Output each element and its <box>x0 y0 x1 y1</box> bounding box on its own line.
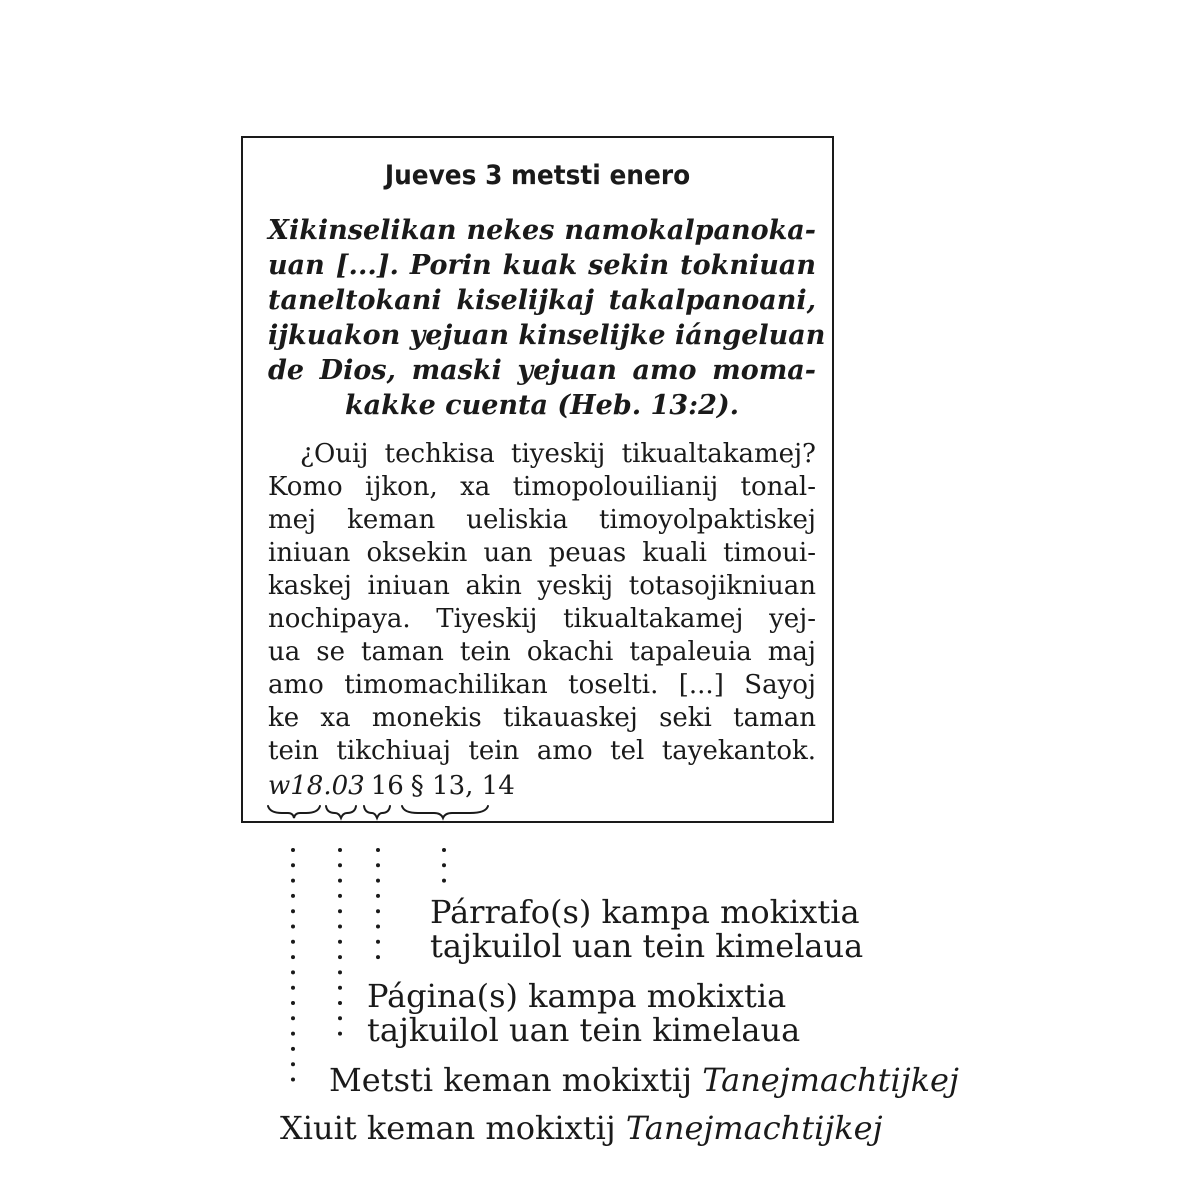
leader-dot <box>291 879 295 883</box>
reference-paragraphs: § 13, 14 <box>410 771 515 801</box>
leader-dot <box>291 925 295 929</box>
paragraph-line: ¿Ouij techkisa tiyeskij tikualtakamej? <box>300 439 816 469</box>
verse-line: ijkuakon yejuan kinselijke iángeluan <box>268 320 826 351</box>
leader-dot <box>291 986 295 990</box>
paragraph-line: iniuan oksekin uan peuas kuali timoui- <box>268 538 816 568</box>
leader-dot <box>291 1078 295 1082</box>
leader-dot <box>338 863 342 867</box>
leader-dot <box>376 925 380 929</box>
dots-paragraphs <box>442 848 446 883</box>
leader-dot <box>291 848 295 852</box>
label-month-prefix: Metsti keman mokixtij <box>329 1061 693 1099</box>
leader-dot <box>291 1032 295 1036</box>
leader-dot <box>376 940 380 944</box>
leader-dot <box>291 1001 295 1005</box>
leader-dot <box>376 848 380 852</box>
leader-dot <box>291 1016 295 1020</box>
label-year-magazine: Tanejmachtijkej <box>625 1109 883 1147</box>
label-paragraphs <box>430 895 863 963</box>
label-month-magazine: Tanejmachtijkej <box>702 1061 959 1099</box>
leader-dot <box>291 1047 295 1051</box>
leader-dot <box>376 955 380 959</box>
verse-line: uan [...]. Porin kuak sekin tokniuan <box>268 250 816 281</box>
leader-dot <box>338 879 342 883</box>
reference-issue: .03 <box>323 771 365 801</box>
leader-dot <box>291 909 295 913</box>
paragraph-line: ke xa monekis tikauaskej seki taman <box>268 703 816 733</box>
leader-dot <box>338 970 342 974</box>
label-pages <box>367 979 800 1047</box>
leader-dot <box>376 879 380 883</box>
verse-line: taneltokani kiselijkaj takalpanoani, <box>268 285 816 316</box>
leader-dot <box>291 1062 295 1066</box>
leader-dot <box>442 863 446 867</box>
leader-dot <box>338 940 342 944</box>
leader-dot <box>338 1001 342 1005</box>
label-year <box>280 1111 883 1145</box>
leader-dot <box>338 894 342 898</box>
paragraph-line: nochipaya. Tiyeskij tikualtakamej yej- <box>268 604 816 634</box>
date-title: Jueves 3 metsti enero <box>384 160 691 191</box>
leader-dot <box>376 909 380 913</box>
paragraph-line: Komo ijkon, xa timopolouilianij tonal- <box>268 472 816 502</box>
leader-dot <box>291 940 295 944</box>
leader-dot <box>338 1016 342 1020</box>
leader-dot <box>338 925 342 929</box>
leader-dot <box>376 863 380 867</box>
paragraph-line: tein tikchiuaj tein amo tel tayekantok. <box>268 736 816 766</box>
label-month <box>329 1063 959 1097</box>
verse-line: kakke cuenta (Heb. 13:2). <box>344 390 740 421</box>
leader-dot <box>291 970 295 974</box>
paragraph-line: amo timomachilikan toselti. [...] Sayoj <box>268 670 816 700</box>
label-year-prefix: Xiuit keman mokixtij <box>280 1109 616 1147</box>
paragraph-line: mej keman ueliskia timoyolpaktiskej <box>268 505 816 535</box>
paragraph-line: ua se taman tein okachi tapaleuia maj <box>268 637 816 667</box>
label-paragraphs-line1: Párrafo(s) kampa mokixtia <box>430 893 860 931</box>
verse-line: de Dios, maski yejuan amo moma- <box>268 355 816 386</box>
leader-dot <box>338 848 342 852</box>
leader-dot <box>376 894 380 898</box>
paragraph-line: kaskej iniuan akin yeskij totasojikniuan <box>268 571 816 601</box>
reference-publication: w18 <box>268 771 324 801</box>
label-pages-line2: tajkuilol uan tein kimelaua <box>367 1011 801 1049</box>
leader-dot <box>338 909 342 913</box>
verse-line: Xikinselikan nekes namokalpanoka- <box>268 215 816 246</box>
leader-dot <box>291 955 295 959</box>
dots-year <box>291 848 295 1082</box>
dots-month <box>338 848 342 1036</box>
leader-dot <box>338 986 342 990</box>
leader-dot <box>291 894 295 898</box>
leader-dot <box>338 955 342 959</box>
leader-dot <box>338 1032 342 1036</box>
label-paragraphs-line2: tajkuilol uan tein kimelaua <box>430 927 864 965</box>
leader-dot <box>442 879 446 883</box>
leader-dot <box>442 848 446 852</box>
dots-page <box>376 848 380 959</box>
reference-page: 16 <box>370 771 404 801</box>
label-pages-line1: Página(s) kampa mokixtia <box>367 977 787 1015</box>
leader-dot <box>291 863 295 867</box>
